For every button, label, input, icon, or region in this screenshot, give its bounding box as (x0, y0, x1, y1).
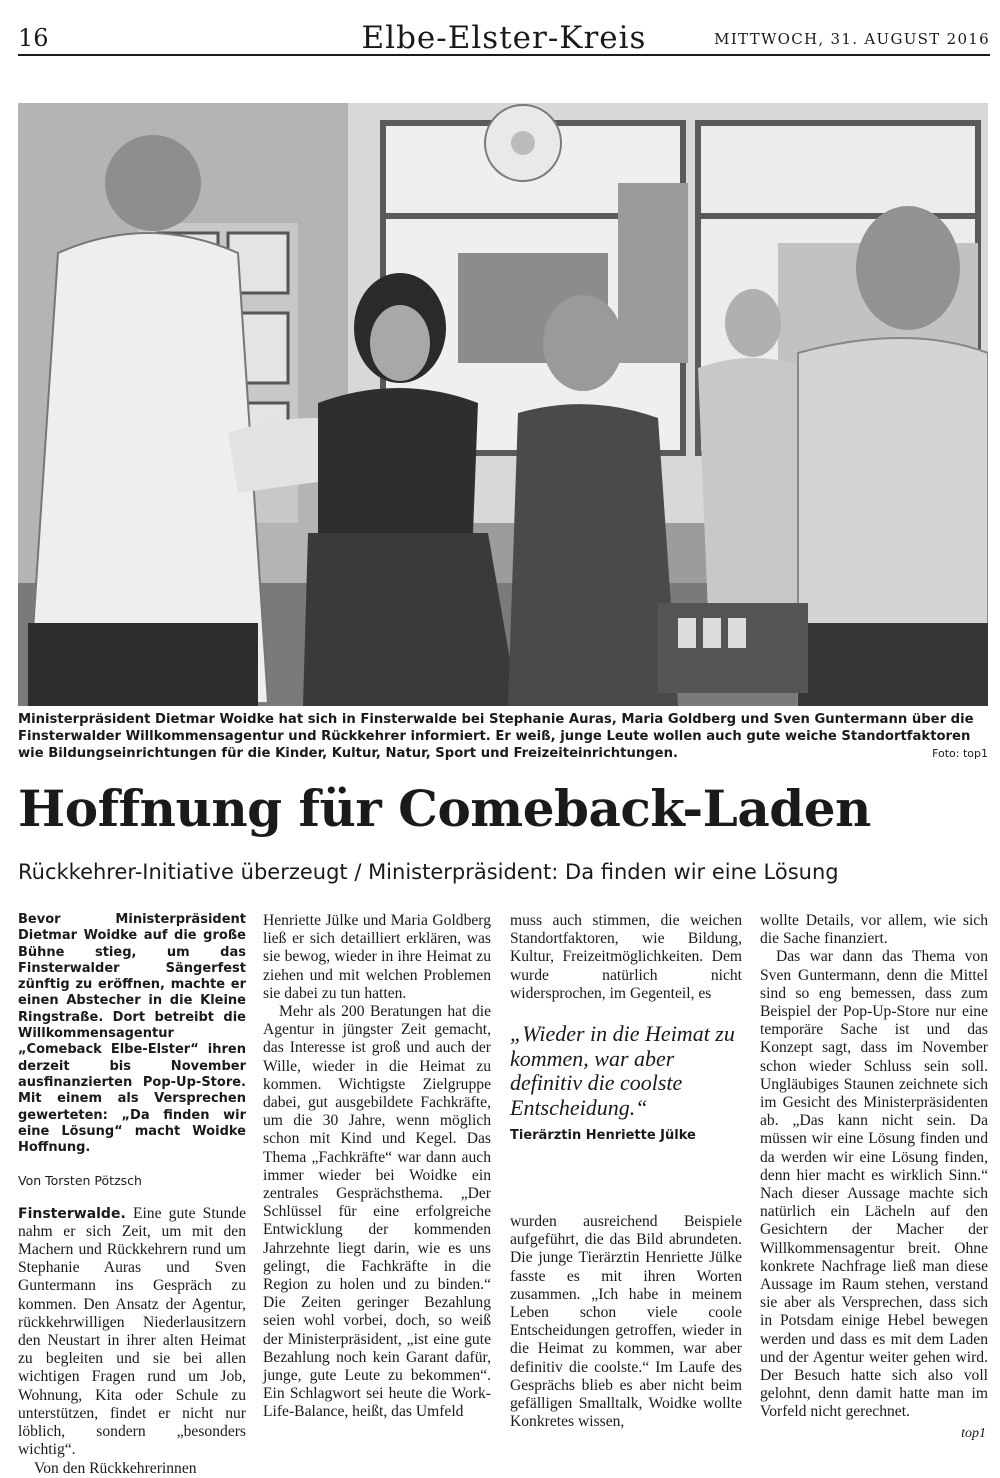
article-lead: Bevor Ministerpräsident Dietmar Woidke auf die große Bühne stieg, um das Finsterwalder Sängerfest zünftig zu eröffnen, machte er einen Abstecher in die Kleine Ringstraße. Dort betreibt die Willkommensagentur „Comeback Elbe-Elster“ ihren derzeit bis November ausfinanzierten Pop-Up-Store. Mit einem als Versprechen gewerteten: „Da finden wir eine Lösung“ macht Woidke Hoffnung. (18, 912, 246, 1156)
author-signature: top1 (961, 1426, 986, 1441)
body-paragraph: Das war dann das Thema von Sven Guntermann, denn die Mittel sind so eng bemessen, dass zum Beispiel der Pop-Up-Store nur eine temporäre Sache ist und das Konzept sagt, dass im November schon wieder Schluss sein soll. Ungläubiges Staunen zeichnete sich im Gesicht des Ministerpräsidenten ab. „Das kann nicht sein. Da müssen wir eine Lösung finden und da werden wir eine Lösung finden, denn hier macht es wirklich Sinn.“ Nach dieser Aussage machte sich natürlich ein Lächeln auf den Gesichtern der Macher der Willkommensagentur breit. Ohne konkrete Nachfrage ließ man diese Aussage im Raum stehen, verstand sie aber als Versprechen, dass sich in Potsdam einige Hebel bewegen werden und dass es mit dem Laden und der Agentur weiter gehen wird. Der Besuch hatte sich also voll gelohnt, denn damit hatte man im Vorfeld nicht gerechnet. (760, 948, 988, 1421)
article-column-3-bottom (510, 1213, 742, 1431)
article-column-1 (18, 912, 246, 1478)
article-headline: Hoffnung für Comeback-Laden (18, 779, 871, 838)
article-byline: Von Torsten Pötzsch (18, 1173, 142, 1189)
article-column-2 (263, 912, 491, 1422)
article-column-3-top (510, 912, 742, 1003)
section-title: Elbe-Elster-Kreis (361, 20, 647, 56)
article-photo (18, 103, 988, 706)
page-number: 16 (18, 24, 49, 52)
photo-caption: Ministerpräsident Dietmar Woidke hat sich in Finsterwalde bei Stephanie Auras, Maria Goldberg und Sven Guntermann über die Finsterwalder Willkommensagentur und Rückkehrer informiert. Er weiß, junge Leute wollen auch gute weiche Standortfaktoren wie Bildungseinrichtungen für die Kinder, Kultur, Natur, Sport und Freizeiteinrichtungen. (18, 712, 974, 761)
body-paragraph (18, 1205, 246, 1460)
pull-quote-text: „Wieder in die Heimat zu kommen, war aber definitiv die coolste Entscheidung.“ (510, 1021, 735, 1120)
body-paragraph: wollte Details, vor allem, wie sich die Sache finanziert. (760, 912, 988, 948)
body-paragraph: wurden ausreichend Beispiele aufgeführt, die das Bild abrundeten. Die junge Tierärztin Henriette Jülke fasste es mit ihren Worten zusammen. „Ich habe in meinem Leben schon viele coole Entscheidungen getroffen, wieder in die Heimat zu kommen, war aber definitiv die coolste.“ Im Laufe des Gesprächs blieb es aber nicht beim gefälligen Smalltalk, Woidke wollte Konkretes wissen, (510, 1213, 742, 1431)
body-paragraph: muss auch stimmen, die weichen Standortfaktoren, wie Bildung, Kultur, Freizeitmöglichkeiten. Dem wurde natürlich nicht widersprochen, im Gegenteil, es (510, 912, 742, 1002)
col1-body-text: Eine gute Stunde nahm er sich Zeit, um mit den Machern und Rückkehrern rund um Stephanie Auras und Sven Guntermann ins Gespräch zu kommen. Den Ansatz der Agentur, rückkehrwilligen Niederlausitzern den Neustart in ihrer alten Heimat zu begleiten und sie bei allen wichtigen Fragen rund um Job, Wohnung, Kita oder Schule zu unterstützen, findet er nicht nur löblich, sondern „besonders wichtig“. (18, 1204, 246, 1459)
article-subheadline: Rückkehrer-Initiative überzeugt / Ministerpräsident: Da finden wir eine Lösung (18, 860, 839, 884)
pull-quote (510, 1022, 742, 1143)
pull-quote-author: Tierärztin Henriette Jülke (510, 1128, 696, 1143)
issue-date: MITTWOCH, 31. AUGUST 2016 (714, 30, 990, 48)
body-paragraph: Henriette Jülke und Maria Goldberg ließ er sich detailliert erklären, was sie bewog, wieder in ihre Heimat zu ziehen und mit welchen Problemen sie dabei zu tun hatten. (263, 912, 491, 1002)
photo-credit: Foto: top1 (932, 747, 988, 760)
body-paragraph: Mehr als 200 Beratungen hat die Agentur in jüngster Zeit gemacht, das Interesse ist groß und auch der Wille, wieder in die Heimat zu kommen. Wichtigste Zielgruppe dabei, gut ausgebildete Fachkräfte, um die 30 Jahre, wenn möglich schon mit Kind und Kegel. Das Thema „Fachkräfte“ war dann auch immer wieder bei Woidke ein zentrales Gesprächsthema. „Der Schlüssel für eine erfolgreiche Entwicklung der kommenden Jahrzehnte liegt darin, wie es uns gelingt, die Fachkräfte in die Region zu holen und zu binden.“ Die Zeiten geringer Bezahlung seien wohl vorbei, doch, so weiß der Ministerpräsident, „ist eine gute Bezahlung noch kein Garant dafür, junge, gute Leute zu bekommen“. Ein Schlagwort sei heute die Work-Life-Balance, heißt, das Umfeld (263, 1003, 491, 1421)
article-dateline: Finsterwalde. (18, 1205, 126, 1222)
article-column-4 (760, 912, 988, 1422)
body-paragraph: Von den Rückkehrerinnen (34, 1459, 197, 1477)
photo-illustration (18, 103, 988, 706)
page-header (18, 18, 990, 56)
